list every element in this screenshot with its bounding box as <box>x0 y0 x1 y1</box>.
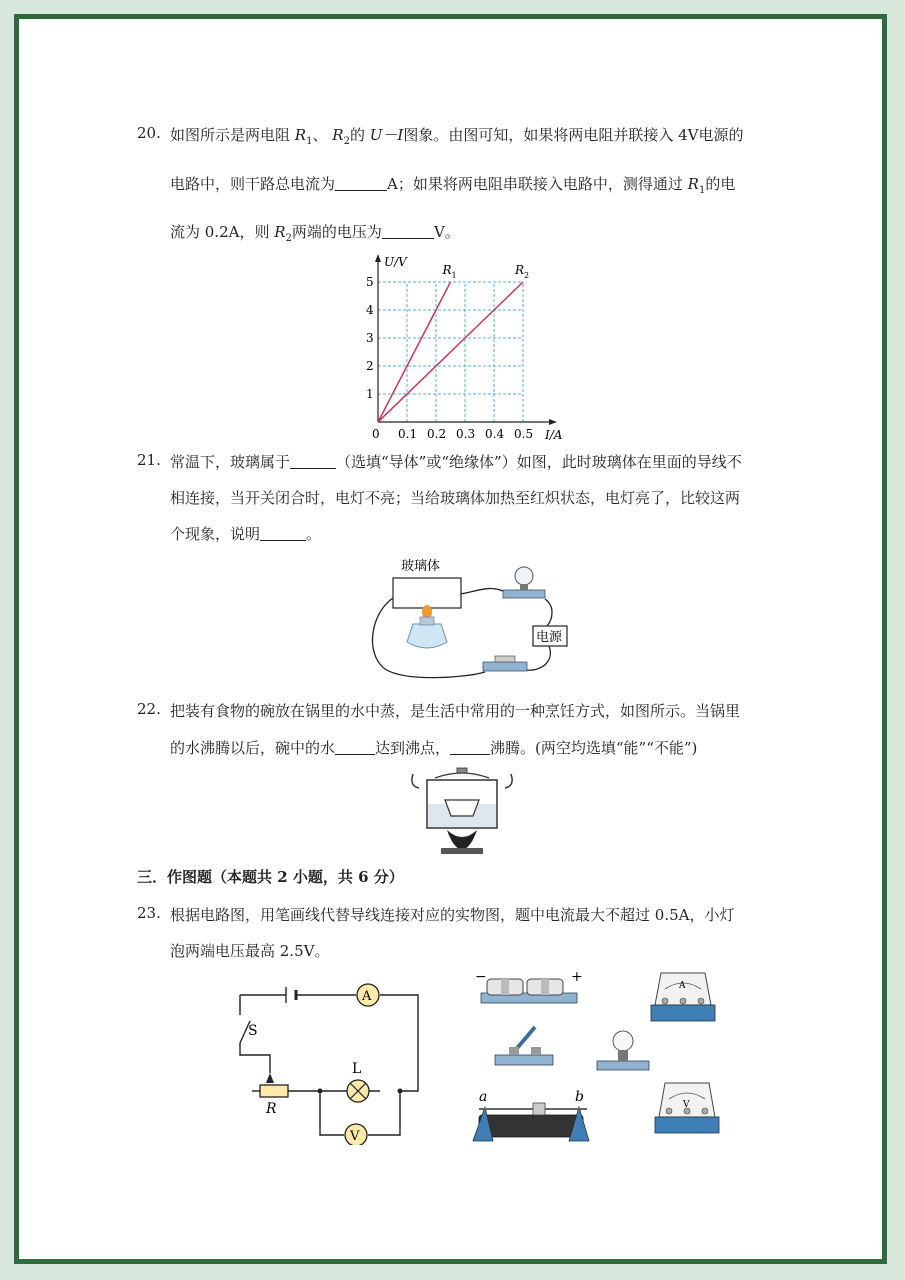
glass-conductivity-figure <box>365 554 575 684</box>
q22-line-1: 把装有食物的碗放在锅里的水中蒸，是生活中常用的一种烹饪方式，如图所示。当锅里 <box>170 702 741 720</box>
lamp-label: L <box>352 1061 362 1077</box>
glass-label: 玻璃体 <box>401 559 441 574</box>
q20-number: 20. <box>137 124 161 142</box>
power-label: 电源 <box>536 630 563 645</box>
voltmeter-label: V <box>350 1129 360 1144</box>
series-label-R1: R <box>442 263 452 277</box>
q21-blank-1[interactable] <box>290 454 336 469</box>
battery-holder-icon <box>481 979 577 1003</box>
battery-plus-label: + <box>571 969 583 985</box>
alcohol-lamp-icon <box>407 624 447 648</box>
x-tick-label: 0.1 <box>398 427 418 441</box>
pot-lid <box>435 773 489 778</box>
q20-line-2: 电路中，则干路总电流为 A；如果将两电阻串联接入电路中，测得通过 $R_1$的电 <box>170 175 736 196</box>
y-axis-label: U/V <box>384 255 407 269</box>
x-tick-label: 0.2 <box>427 427 447 441</box>
origin-label: 0 <box>372 427 380 441</box>
y-tick-label: 5 <box>366 275 374 289</box>
q23-line-1: 根据电路图，用笔画线代替导线连接对应的实物图，题中电流最大不超过 0.5A，小灯 <box>170 906 735 924</box>
x-tick-label: 0.5 <box>514 427 534 441</box>
rheostat-b-label: b <box>575 1089 584 1105</box>
y-tick-label: 2 <box>366 359 374 373</box>
lamp-base <box>503 590 545 598</box>
x-axis-label: I/A <box>545 428 563 442</box>
ammeter-label: A <box>362 989 372 1004</box>
q23-number: 23. <box>137 904 161 922</box>
fire-icon <box>447 830 477 850</box>
series-label-sub-R2: 2 <box>524 271 530 280</box>
rheostat-device-icon <box>473 1103 589 1141</box>
q22-blank-2[interactable] <box>450 740 490 755</box>
steamer-pot-figure <box>405 766 520 856</box>
voltmeter-device-label: V <box>683 1100 690 1110</box>
switch-label: S <box>248 1023 258 1039</box>
q20-blank-2[interactable] <box>382 224 434 239</box>
circuit-diagram <box>220 975 435 1145</box>
rheostat-a-label: a <box>479 1089 488 1105</box>
y-tick-label: 3 <box>366 331 374 345</box>
x-tick-label: 0.3 <box>456 427 476 441</box>
switch-icon <box>483 662 527 671</box>
glass-box <box>393 578 461 608</box>
q23-line-2: 泡两端电压最高 2.5V。 <box>170 942 330 960</box>
physical-components <box>465 965 735 1150</box>
q22-line-2: 的水沸腾以后，碗中的水 达到沸点， 沸腾。(两空均选填“能”“不能”) <box>170 739 698 757</box>
ui-graph <box>355 248 575 448</box>
series-label-R2: R <box>515 263 525 277</box>
section-3-heading: 三．作图题（本题共 2 小题，共 6 分） <box>137 868 404 886</box>
bulb-icon <box>515 567 533 585</box>
knife-switch-icon <box>495 1027 553 1065</box>
y-axis-arrow <box>375 254 381 262</box>
q22-number: 22. <box>137 700 161 718</box>
rheostat-label: R <box>266 1101 277 1117</box>
q21-number: 21. <box>137 451 161 469</box>
x-axis-arrow <box>549 419 557 425</box>
ammeter-device-label: A <box>679 981 686 991</box>
q20-blank-1[interactable] <box>335 176 387 191</box>
series-line-R1 <box>378 282 451 422</box>
q21-line-3: 个现象，说明 。 <box>170 525 322 543</box>
q21-line-1: 常温下，玻璃属于 （选填“导体”或“绝缘体”）如图，此时玻璃体在里面的导线不 <box>170 453 742 471</box>
q21-blank-2[interactable] <box>260 526 306 541</box>
battery-minus-label: − <box>475 969 487 985</box>
x-tick-label: 0.4 <box>485 427 505 441</box>
q21-line-2: 相连接，当开关闭合时，电灯不亮；当给玻璃体加热至红炽状态，电灯亮了，比较这两 <box>170 489 741 507</box>
q20-line-1: 如图所示是两电阻 $R_1$、 $R_2$的 U－I图象。由图可知，如果将两电阻并联接入 4V电源的 <box>170 126 744 147</box>
bowl-icon <box>445 800 479 816</box>
series-line-R2 <box>378 282 523 422</box>
q20-line-3: 流为 0.2A，则 $R_2$两端的电压为 V。 <box>170 223 460 244</box>
y-tick-label: 1 <box>366 387 374 401</box>
series-label-sub-R1: 1 <box>451 271 457 280</box>
q22-blank-1[interactable] <box>335 740 375 755</box>
y-tick-label: 4 <box>366 303 374 317</box>
rheostat-symbol <box>260 1085 288 1097</box>
bulb-holder-icon <box>597 1031 649 1070</box>
